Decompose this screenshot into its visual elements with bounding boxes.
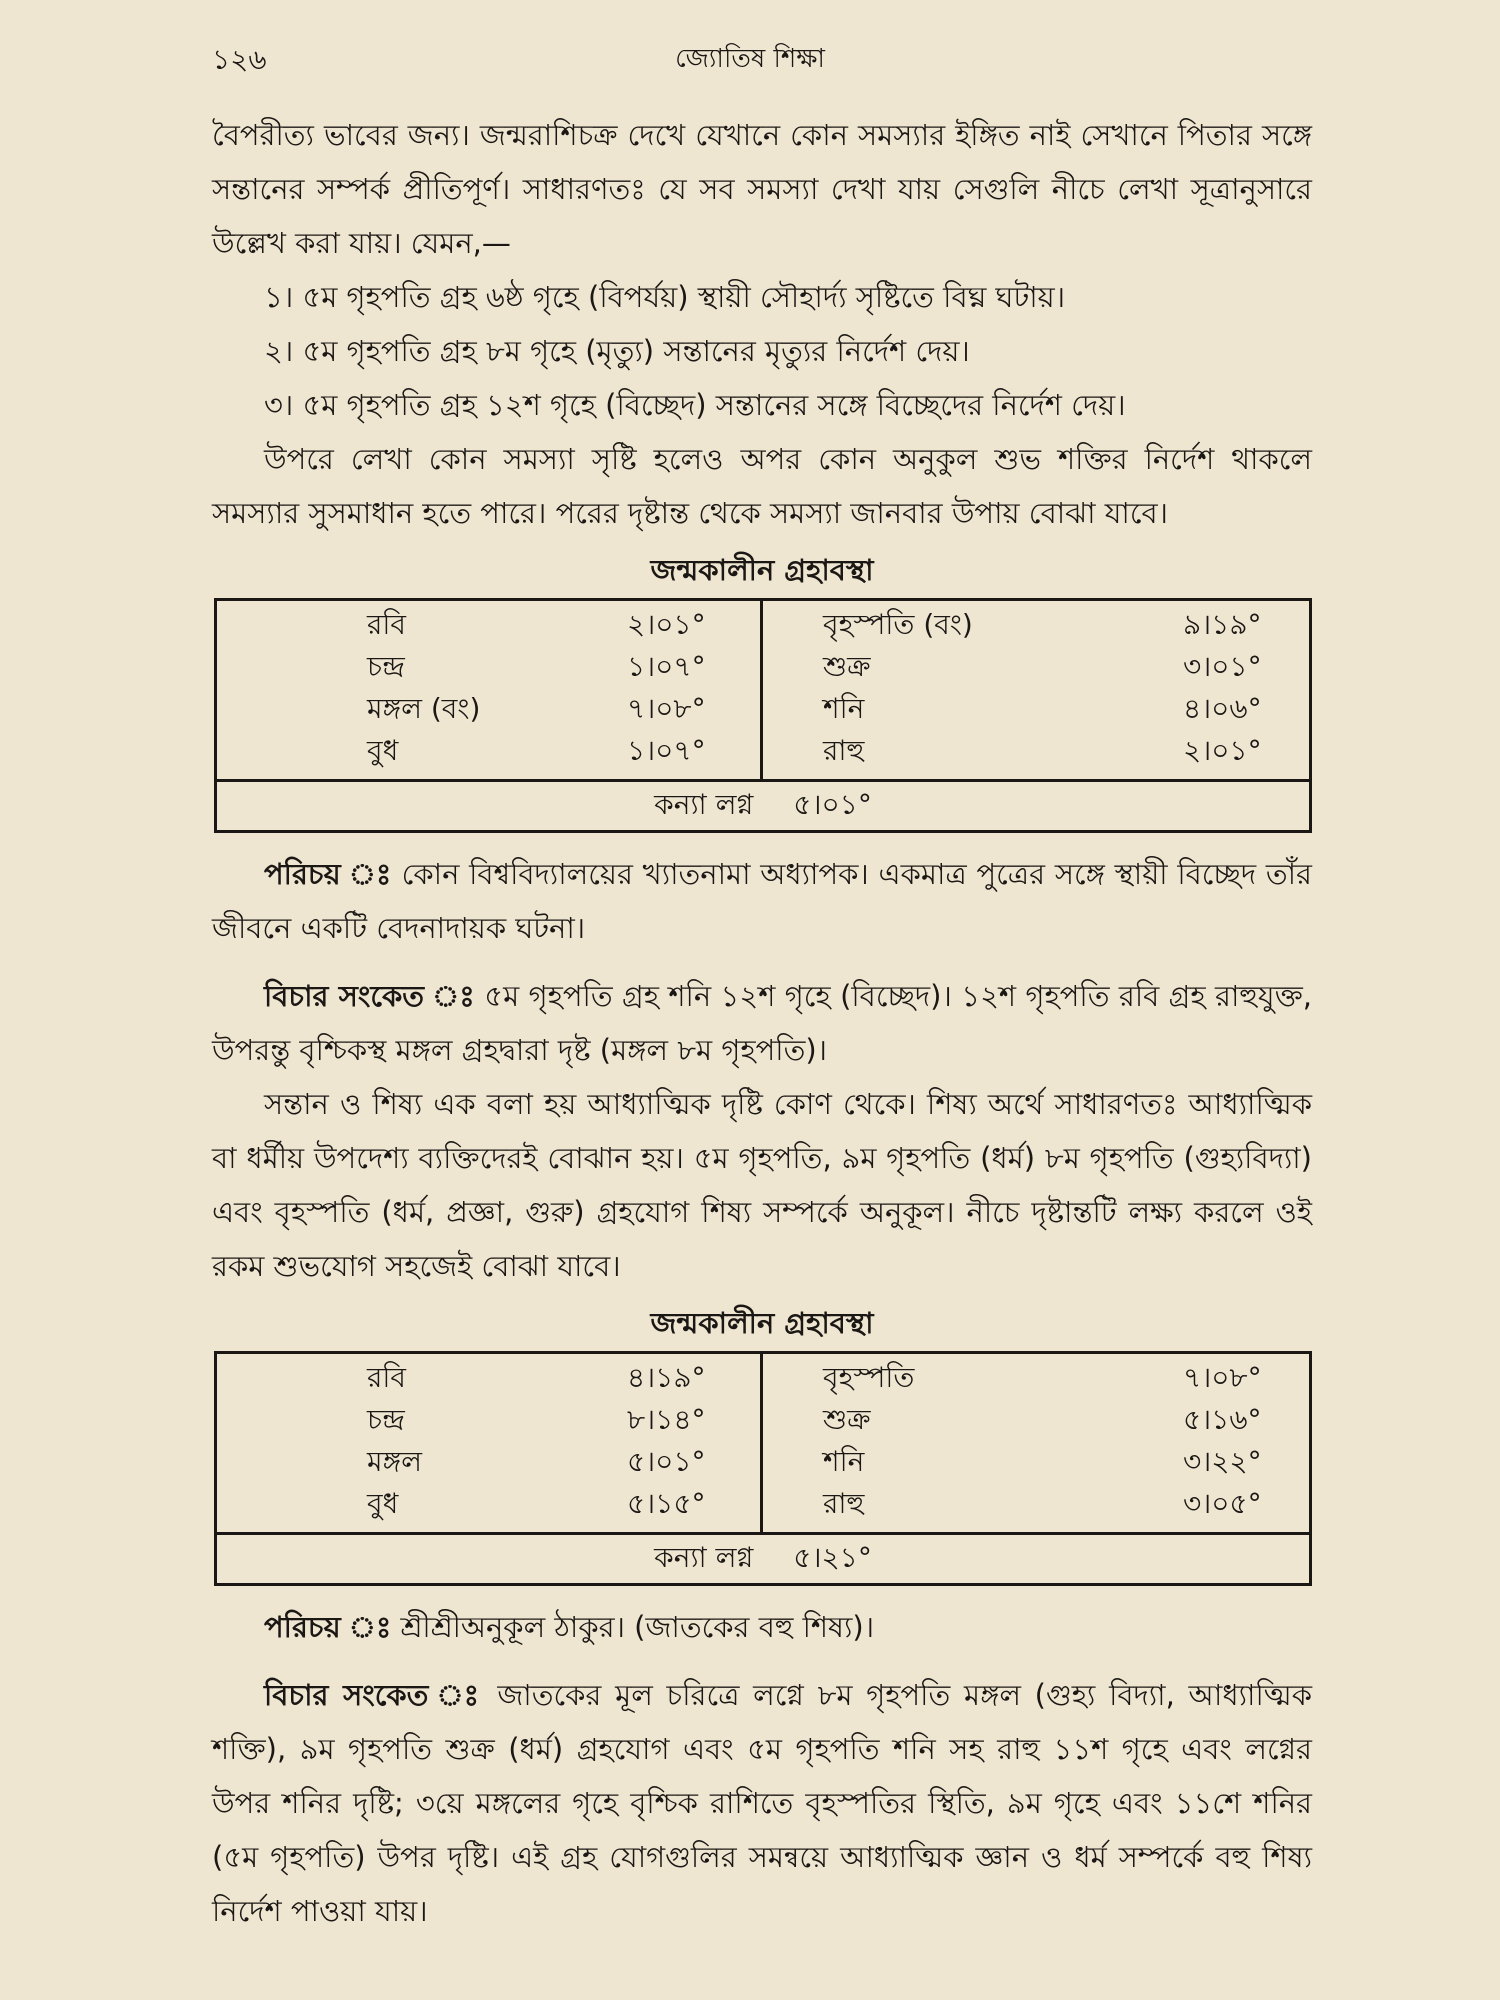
table-row <box>763 1484 1309 1526</box>
running-title: জ্যোতিষ শিক্ষা <box>675 44 825 74</box>
intro-paragraph: বৈপরীত্য ভাবের জন্য। জন্মরাশিচক্র দেখে যেখানে কোন সমস্যার ইঙ্গিত নাই সেখানে পিতার সঙ্গে সন্তানের সম্পর্ক প্রীতিপূর্ণ। সাধারণতঃ যে সব সমস্যা দেখা যায় সেগুলি নীচে লেখা সূত্রানুসারে উল্লেখ করা যায়। যেমন,— <box>212 118 1312 260</box>
planet-name: রবি <box>367 1360 406 1394</box>
planet-value: ৭।০৮° <box>627 691 706 725</box>
planet-value: ৩।০১° <box>1183 649 1262 683</box>
table-row <box>217 1484 760 1526</box>
table-row <box>763 1358 1309 1400</box>
rule-1: ১। ৫ম গৃহপতি গ্রহ ৬ষ্ঠ গৃহে (বিপর্যয়) স্থায়ী সৌহার্দ্য সৃষ্টিতে বিঘ্ন ঘটায়। <box>264 280 1066 314</box>
analysis-2 <box>212 1668 1312 1938</box>
table-row <box>217 647 760 689</box>
planet-name: মঙ্গল <box>367 1444 422 1478</box>
planet-value: ১।০৭° <box>627 649 706 683</box>
table-row <box>763 1400 1309 1442</box>
planet-value: ৪।০৬° <box>1183 691 1262 725</box>
planet-name: মঙ্গল (বং) <box>367 691 481 725</box>
introduction-text: শ্রীশ্রীঅনুকূল ঠাকুর। (জাতকের বহু শিষ্য)। <box>391 1610 875 1644</box>
analysis-1 <box>212 969 1312 1077</box>
remedy-paragraph: উপরে লেখা কোন সমস্যা সৃষ্টি হলেও অপর কোন অনুকুল শুভ শক্তির নির্দেশ থাকলে সমস্যার সুসমাধান হতে পারে। পরের দৃষ্টান্ত থেকে সমস্যা জানবার উপায় বোঝা যাবে। <box>212 442 1312 530</box>
table-row <box>217 689 760 731</box>
planet-value: ৩।০৫° <box>1183 1486 1262 1520</box>
table-row <box>217 1442 760 1484</box>
table2-title: জন্মকালীন গ্রহাবস্থা <box>650 1306 874 1340</box>
analysis-label: বিচার সংকেত ঃ <box>264 979 475 1013</box>
planet-value: ৫।১৬° <box>1183 1402 1262 1436</box>
table-row <box>763 731 1309 773</box>
planet-value: ১।০৭° <box>627 733 706 767</box>
table2-lagna-row <box>217 1532 1309 1583</box>
introduction-label: পরিচয় ঃ <box>264 857 392 891</box>
planet-value: ৪।১৯° <box>627 1360 706 1394</box>
table2-left-column <box>217 1354 763 1532</box>
planet-value: ৫।১৫° <box>627 1486 706 1520</box>
planet-name: শুক্র <box>823 649 871 683</box>
disciple-paragraph: সন্তান ও শিষ্য এক বলা হয় আধ্যাত্মিক দৃষ্টি কোণ থেকে। শিষ্য অর্থে সাধারণতঃ আধ্যাত্মিক বা ধর্মীয় উপদেশ্য ব্যক্তিদেরই বোঝান হয়। ৫ম গৃহপতি, ৯ম গৃহপতি (ধর্ম) ৮ম গৃহপতি (গুহ্যবিদ্যা) এবং বৃহস্পতি (ধর্ম, প্রজ্ঞা, গুরু) গ্রহযোগ শিষ্য সম্পর্কে অনুকূল। নীচে দৃষ্টান্তটি লক্ষ্য করলে ওই রকম শুভযোগ সহজেই বোঝা যাবে। <box>212 1087 1312 1283</box>
introduction-text: কোন বিশ্ববিদ্যালয়ের খ্যাতনামা অধ্যাপক। একমাত্র পুত্রের সঙ্গে স্থায়ী বিচ্ছেদ তাঁর জীবনে একটি বেদনাদায়ক ঘটনা। <box>212 857 1312 945</box>
planet-value: ৩।২২° <box>1183 1444 1262 1478</box>
planet-name: রবি <box>367 607 406 641</box>
planet-name: চন্দ্র <box>367 649 405 683</box>
planet-value: ২।০১° <box>1183 733 1262 767</box>
lagna-value: ৫।০১° <box>793 787 872 821</box>
planet-value: ২।০১° <box>627 607 706 641</box>
planet-name: শনি <box>823 1444 865 1478</box>
table-row <box>217 1358 760 1400</box>
planet-name: শুক্র <box>823 1402 871 1436</box>
introduction-1 <box>212 847 1312 955</box>
planet-name: শনি <box>823 691 865 725</box>
table-row <box>217 605 760 647</box>
page-header <box>212 38 1288 78</box>
introduction-2 <box>212 1600 1312 1654</box>
planet-value: ৭।০৮° <box>1183 1360 1262 1394</box>
table-row <box>763 689 1309 731</box>
planet-name: রাহু <box>823 733 865 767</box>
lagna-label: কন্যা লগ্ন <box>654 1540 754 1574</box>
planet-name: বুধ <box>367 1486 399 1520</box>
table-row <box>763 1442 1309 1484</box>
table1-left-column <box>217 601 763 779</box>
table1-right-column <box>763 601 1309 779</box>
planet-value: ৯।১৯° <box>1183 607 1262 641</box>
rule-3: ৩। ৫ম গৃহপতি গ্রহ ১২শ গৃহে (বিচ্ছেদ) সন্তানের সঙ্গে বিচ্ছেদের নির্দেশ দেয়। <box>264 388 1126 422</box>
table2-right-column <box>763 1354 1309 1532</box>
analysis-text: ৫ম গৃহপতি গ্রহ শনি ১২শ গৃহে (বিচ্ছেদ)। ১২শ গৃহপতি রবি গ্রহ রাহুযুক্ত, উপরন্তু বৃশ্চিকস্থ মঙ্গল গ্রহদ্বারা দৃষ্ট (মঙ্গল ৮ম গৃহপতি)। <box>212 979 1312 1067</box>
lagna-value: ৫।২১° <box>793 1540 872 1574</box>
planet-value: ৫।০১° <box>627 1444 706 1478</box>
table1-title: জন্মকালীন গ্রহাবস্থা <box>650 553 874 587</box>
lagna-label: কন্যা লগ্ন <box>654 787 754 821</box>
table-row <box>763 605 1309 647</box>
planet-name: বৃহস্পতি <box>823 1360 915 1394</box>
planet-value: ৮।১৪° <box>627 1402 706 1436</box>
analysis-text: জাতকের মূল চরিত্রে লগ্নে ৮ম গৃহপতি মঙ্গল (গুহ্য বিদ্যা, আধ্যাত্মিক শক্তি), ৯ম গৃহপতি শুক্র (ধর্ম) গ্রহযোগ এবং ৫ম গৃহপতি শনি সহ রাহু ১১শ গৃহে এবং লগ্নের উপর শনির দৃষ্টি; ৩য়ে মঙ্গলের গৃহে বৃশ্চিক রাশিতে বৃহস্পতির স্থিতি, ৯ম গৃহে এবং ১১শে শনির (৫ম গৃহপতি) উপর দৃষ্টি। এই গ্রহ যোগগুলির সমন্বয়ে আধ্যাত্মিক জ্ঞান ও ধর্ম সম্পর্কে বহু শিষ্য নির্দেশ পাওয়া যায়। <box>212 1678 1312 1928</box>
page-body <box>212 108 1312 1938</box>
planet-table-1 <box>214 598 1312 833</box>
analysis-label: বিচার সংকেত ঃ <box>264 1678 484 1712</box>
table1-lagna-row <box>217 779 1309 830</box>
planet-name: চন্দ্র <box>367 1402 405 1436</box>
table-row <box>217 731 760 773</box>
rule-2: ২। ৫ম গৃহপতি গ্রহ ৮ম গৃহে (মৃত্যু) সন্তানের মৃত্যুর নির্দেশ দেয়। <box>264 334 970 368</box>
introduction-label: পরিচয় ঃ <box>264 1610 392 1644</box>
planet-name: রাহু <box>823 1486 865 1520</box>
planet-name: বৃহস্পতি (বং) <box>823 607 973 641</box>
table-row <box>217 1400 760 1442</box>
planet-table-2 <box>214 1351 1312 1586</box>
table-row <box>763 647 1309 689</box>
planet-name: বুধ <box>367 733 399 767</box>
page-number: ১২৬ <box>212 43 267 76</box>
